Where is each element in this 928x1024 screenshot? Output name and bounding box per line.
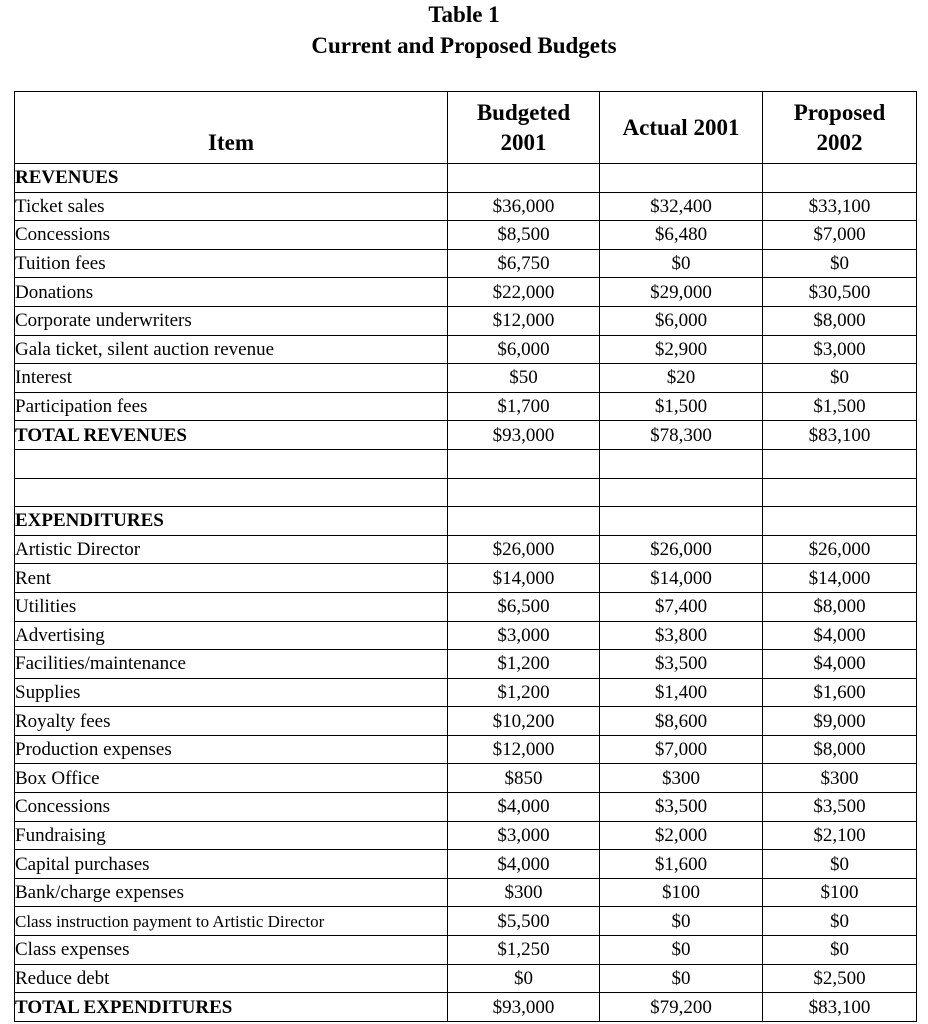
blank-proposed [763,449,917,478]
header-proposed [763,92,917,164]
budgeted-value: $3,000 [448,621,600,650]
proposed-value: $0 [763,249,917,278]
actual-value: $79,200 [600,993,763,1022]
proposed-value: $3,000 [763,335,917,364]
actual-value: $7,000 [600,735,763,764]
budgeted-value: $5,500 [448,907,600,936]
proposed-value: $4,000 [763,621,917,650]
section-heading: EXPENDITURES [15,507,448,536]
blank-row [15,449,917,478]
budgeted-value: $8,500 [448,221,600,250]
actual-value: $1,400 [600,678,763,707]
budgeted-value: $1,200 [448,678,600,707]
revenue-row [15,221,917,250]
actual-value: $0 [600,964,763,993]
item-label: Concessions [15,793,448,822]
item-label: Production expenses [15,735,448,764]
revenue-row [15,192,917,221]
actual-value: $3,800 [600,621,763,650]
actual-value: $8,600 [600,707,763,736]
actual-value: $0 [600,936,763,965]
actual-value: $6,000 [600,306,763,335]
budgeted-value: $6,500 [448,592,600,621]
proposed-value: $1,600 [763,678,917,707]
budgeted-value: $0 [448,964,600,993]
budgeted-value: $22,000 [448,278,600,307]
revenue-row [15,249,917,278]
actual-cell [600,507,763,536]
expenditure-row [15,535,917,564]
budgeted-value: $50 [448,364,600,393]
proposed-value: $7,000 [763,221,917,250]
budgeted-value: $10,200 [448,707,600,736]
proposed-value: $8,000 [763,306,917,335]
budgeted-value: $93,000 [448,993,600,1022]
proposed-value: $4,000 [763,650,917,679]
section-heading: REVENUES [15,164,448,193]
table-number: Table 1 [428,2,500,27]
item-label: Corporate underwriters [15,306,448,335]
actual-value: $29,000 [600,278,763,307]
budgeted-cell [448,507,600,536]
actual-value: $2,900 [600,335,763,364]
item-label: Box Office [15,764,448,793]
proposed-value: $30,500 [763,278,917,307]
actual-value: $78,300 [600,421,763,450]
budgeted-value: $93,000 [448,421,600,450]
blank-budgeted [448,449,600,478]
actual-value: $26,000 [600,535,763,564]
budgeted-value: $4,000 [448,850,600,879]
proposed-value: $8,000 [763,592,917,621]
proposed-value: $83,100 [763,993,917,1022]
header-budgeted-line2: 2001 [500,129,547,155]
budgeted-value: $4,000 [448,793,600,822]
expenditure-row [15,678,917,707]
item-label: Bank/charge expenses [15,878,448,907]
proposed-value: $83,100 [763,421,917,450]
item-label: Interest [15,364,448,393]
revenue-row [15,364,917,393]
expenditure-row [15,936,917,965]
proposed-value: $8,000 [763,735,917,764]
expenditure-row [15,907,917,936]
actual-value: $3,500 [600,793,763,822]
header-item: Item [15,92,448,164]
budgeted-value: $3,000 [448,821,600,850]
expenditure-row [15,821,917,850]
budgeted-value: $26,000 [448,535,600,564]
budgeted-value: $850 [448,764,600,793]
revenue-row [15,335,917,364]
actual-value: $20 [600,364,763,393]
actual-value: $6,480 [600,221,763,250]
actual-value: $100 [600,878,763,907]
revenue-row [15,278,917,307]
actual-value: $1,600 [600,850,763,879]
expenditures-heading-row [15,507,917,536]
item-label: Rent [15,564,448,593]
item-label: Tuition fees [15,249,448,278]
item-label: Royalty fees [15,707,448,736]
proposed-cell [763,164,917,193]
proposed-value: $1,500 [763,392,917,421]
budgeted-value: $300 [448,878,600,907]
budget-body [15,164,917,1022]
proposed-value: $33,100 [763,192,917,221]
item-label: Artistic Director [15,535,448,564]
expenditure-row [15,850,917,879]
proposed-value: $2,100 [763,821,917,850]
blank-actual [600,449,763,478]
proposed-value: $9,000 [763,707,917,736]
actual-value: $3,500 [600,650,763,679]
blank-budgeted [448,478,600,507]
blank-proposed [763,478,917,507]
actual-value: $32,400 [600,192,763,221]
expenditure-row [15,964,917,993]
item-label: TOTAL REVENUES [15,421,448,450]
budgeted-value: $12,000 [448,306,600,335]
expenditure-row [15,735,917,764]
header-actual: Actual 2001 [600,92,763,164]
proposed-value: $100 [763,878,917,907]
revenue-row [15,306,917,335]
proposed-value: $0 [763,907,917,936]
header-proposed-line1: Proposed [793,99,886,125]
revenues-heading-row [15,164,917,193]
budgeted-value: $1,250 [448,936,600,965]
proposed-value: $14,000 [763,564,917,593]
actual-value: $1,500 [600,392,763,421]
proposed-cell [763,507,917,536]
revenue-row [15,392,917,421]
item-label: Facilities/maintenance [15,650,448,679]
expenditure-row [15,592,917,621]
budgeted-value: $6,750 [448,249,600,278]
proposed-value: $0 [763,850,917,879]
item-label: Utilities [15,592,448,621]
item-label: Ticket sales [15,192,448,221]
budgeted-cell [448,164,600,193]
blank-item [15,478,448,507]
expenditure-row [15,707,917,736]
blank-item [15,449,448,478]
expenditure-row [15,764,917,793]
proposed-value: $2,500 [763,964,917,993]
actual-value: $14,000 [600,564,763,593]
item-label: Advertising [15,621,448,650]
expenditure-row [15,793,917,822]
budgeted-value: $6,000 [448,335,600,364]
budgeted-value: $12,000 [448,735,600,764]
proposed-value: $3,500 [763,793,917,822]
blank-actual [600,478,763,507]
item-label: Class instruction payment to Artistic Director [15,907,448,936]
budget-table [14,91,917,1022]
item-label: Class expenses [15,936,448,965]
header-budgeted-line1: Budgeted [476,99,571,125]
item-label: Participation fees [15,392,448,421]
expenditure-row [15,621,917,650]
expenditure-row [15,878,917,907]
proposed-value: $0 [763,936,917,965]
budgeted-value: $14,000 [448,564,600,593]
actual-value: $7,400 [600,592,763,621]
total-revenues-row [15,421,917,450]
proposed-value: $300 [763,764,917,793]
actual-cell [600,164,763,193]
header-row [15,92,917,164]
actual-value: $2,000 [600,821,763,850]
actual-value: $0 [600,249,763,278]
header-budgeted [448,92,600,164]
header-proposed-line2: 2002 [816,129,863,155]
actual-value: $300 [600,764,763,793]
item-label: Concessions [15,221,448,250]
expenditure-row [15,650,917,679]
item-label: Reduce debt [15,964,448,993]
blank-row [15,478,917,507]
item-label: Supplies [15,678,448,707]
total-expenditures-row [15,993,917,1022]
item-label: Fundraising [15,821,448,850]
table-title: Current and Proposed Budgets [311,33,617,58]
proposed-value: $26,000 [763,535,917,564]
item-label: Donations [15,278,448,307]
proposed-value: $0 [763,364,917,393]
budgeted-value: $36,000 [448,192,600,221]
item-label: Gala ticket, silent auction revenue [15,335,448,364]
item-label: TOTAL EXPENDITURES [15,993,448,1022]
budgeted-value: $1,200 [448,650,600,679]
budgeted-value: $1,700 [448,392,600,421]
actual-value: $0 [600,907,763,936]
item-label: Capital purchases [15,850,448,879]
expenditure-row [15,564,917,593]
